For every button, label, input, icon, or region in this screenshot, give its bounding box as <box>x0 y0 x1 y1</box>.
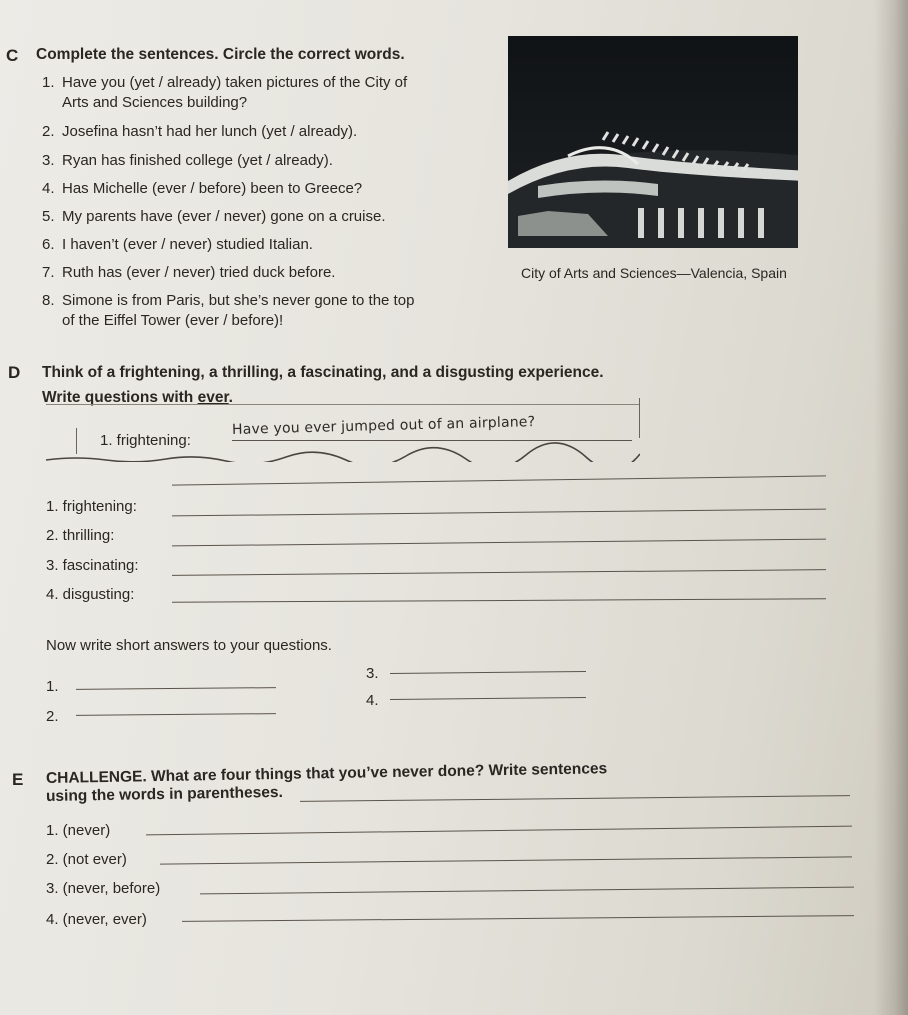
d-question-2-line <box>172 539 826 547</box>
c-item-8-num: 8. <box>42 292 55 309</box>
answer-3-line <box>390 671 586 674</box>
c-item-4-num: 4. <box>42 180 55 197</box>
city-of-arts-photo <box>508 36 798 248</box>
section-c-letter: C <box>6 46 19 65</box>
c-item-3-text: Ryan has finished college (yet / already). <box>62 152 333 169</box>
c-item-3-num: 3. <box>42 152 55 169</box>
d-question-1-label: 1. frightening: <box>46 498 137 515</box>
e-item-4-line <box>182 915 854 922</box>
section-c-instruction: Complete the sentences. Circle the correct words. <box>36 46 405 63</box>
e-top-line <box>300 795 850 802</box>
section-d-letter: D <box>8 363 21 382</box>
c-item-5-num: 5. <box>42 208 55 225</box>
c-item-1-text: Have you (yet / already) taken pictures of the City of <box>62 74 408 91</box>
e-item-3-line <box>200 887 854 895</box>
section-e-instruction-2: using the words in parentheses. <box>45 783 283 805</box>
answer-1-line <box>76 687 276 690</box>
d-question-4-line <box>172 598 826 602</box>
c-item-8-text-cont: of the Eiffel Tower (ever / before)! <box>62 312 284 329</box>
d-question-2-label: 2. thrilling: <box>46 527 115 544</box>
answers-instruction: Now write short answers to your questions. <box>46 637 332 654</box>
c-item-8-text: Simone is from Paris, but she’s never gone to the top <box>62 292 415 309</box>
ever-word: ever <box>197 389 229 406</box>
e-item-4-label: 4. (never, ever) <box>46 911 147 928</box>
d-question-3-label: 3. fascinating: <box>46 557 139 574</box>
c-item-5-text: My parents have (ever / never) gone on a cruise. <box>62 208 386 225</box>
answer-4-num: 4. <box>366 692 379 709</box>
c-item-7-num: 7. <box>42 264 55 281</box>
photo-caption: City of Arts and Sciences—Valencia, Spain <box>521 265 787 281</box>
e-item-1-label: 1. (never) <box>46 822 111 839</box>
c-item-1-num: 1. <box>42 74 55 91</box>
q-top-line <box>172 475 826 485</box>
c-item-1-text-cont: Arts and Sciences building? <box>62 94 248 111</box>
section-d-instruction-1: Think of a frightening, a thrilling, a fascinating, and a disgusting experience. <box>42 364 604 381</box>
example-label: 1. frightening: <box>100 432 191 449</box>
c-item-2-text: Josefina hasn’t had her lunch (yet / already). <box>62 123 358 140</box>
section-e-instruction-1: CHALLENGE. What are four things that you’ve never done? Write sentences <box>45 760 608 787</box>
example-handwritten-answer: Have you ever jumped out of an airplane? <box>231 414 536 438</box>
answer-1-num: 1. <box>46 678 59 695</box>
answer-3-num: 3. <box>366 665 379 682</box>
answer-2-num: 2. <box>46 708 59 725</box>
d-question-3-line <box>172 569 826 576</box>
instruction-prefix: Write questions with <box>42 389 198 406</box>
section-e-letter: E <box>12 770 24 789</box>
e-item-2-label: 2. (not ever) <box>46 851 127 868</box>
c-item-6-num: 6. <box>42 236 55 253</box>
c-item-6-text: I haven’t (ever / never) studied Italian. <box>62 236 313 253</box>
d-question-1-line <box>172 509 826 517</box>
e-item-2-line <box>160 856 852 864</box>
answer-4-line <box>390 697 586 700</box>
e-item-1-line <box>146 826 852 836</box>
c-item-7-text: Ruth has (ever / never) tried duck before. <box>62 264 336 281</box>
example-answer-line <box>232 440 632 441</box>
answer-2-line <box>76 713 276 716</box>
instruction-suffix: . <box>228 389 233 406</box>
page-shadow-edge <box>874 0 908 1015</box>
c-item-4-text: Has Michelle (ever / before) been to Greece? <box>62 180 363 197</box>
photo-illustration <box>508 36 798 248</box>
d-question-4-label: 4. disgusting: <box>46 586 135 603</box>
c-item-2-num: 2. <box>42 123 55 140</box>
e-item-3-label: 3. (never, before) <box>46 880 161 897</box>
